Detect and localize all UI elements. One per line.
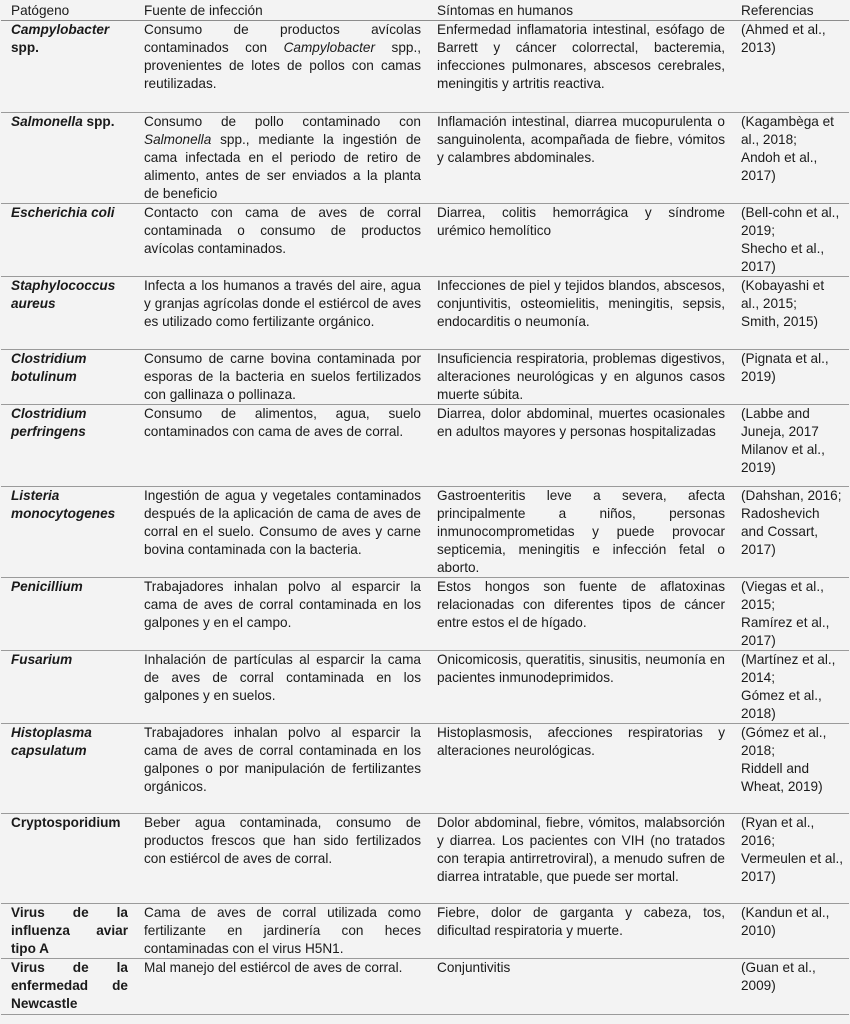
source-text: Inhalación de partículas al esparcir la cama de aves de corral contaminada en los galpones y en suelos. [144,652,421,703]
pathogen-name: Virus de la enfermedad de Newcastle [11,960,128,1011]
cell-source [134,487,427,578]
table-row [1,405,849,487]
source-text: Cama de aves de corral utilizada como fertilizante en jardinería con heces contaminadas con el virus H5N1. [144,905,421,956]
cell-symptoms: Fiebre, dolor de garganta y cabeza, tos, dificultad respiratoria y muerte. [427,904,731,959]
pathogen-table [1,0,849,1015]
table-row [1,113,849,204]
cell-pathogen [1,904,134,959]
cell-references [731,487,849,578]
cell-source [134,113,427,204]
source-text: Consumo de pollo contaminado con [144,114,421,129]
cell-source [134,904,427,959]
cell-source [134,959,427,1015]
cell-symptoms: Infecciones de piel y tejidos blandos, abscesos, conjuntivitis, osteomielitis, meningitis, sepsis, endocarditis o neumonía. [427,277,731,350]
source-text: Mal manejo del estiércol de aves de corral. [144,960,403,975]
reference-text: (Pignata et al., 2019) [741,351,829,384]
pathogen-name: Salmonella [11,114,83,129]
reference-text: (Dahshan, 2016; [741,488,842,503]
cell-pathogen [1,959,134,1015]
cell-pathogen [1,21,134,113]
pathogen-suffix: spp. [11,40,39,55]
cell-source [134,204,427,277]
cell-symptoms: Estos hongos son fuente de aflatoxinas relacionadas con diferentes tipos de cáncer entre estos el de hígado. [427,578,731,651]
cell-symptoms: Diarrea, colitis hemorrágica y síndrome urémico hemolítico [427,204,731,277]
cell-references [731,350,849,405]
cell-pathogen [1,578,134,651]
cell-pathogen [1,405,134,487]
source-text: Beber agua contaminada, consumo de productos frescos que han sido fertilizados con estiércol de aves de corral. [144,815,421,866]
cell-source [134,21,427,113]
cell-source [134,814,427,904]
reference-text: Andoh et al., 2017) [741,150,818,183]
cell-references [731,724,849,814]
cell-symptoms: Inflamación intestinal, diarrea mucopurulenta o sanguinolenta, acompañada de fiebre, vómitos y calambres abdominales. [427,113,731,204]
table-row [1,959,849,1015]
cell-source [134,578,427,651]
cell-symptoms: Diarrea, dolor abdominal, muertes ocasionales en adultos mayores y personas hospitalizadas [427,405,731,487]
header-source: Fuente de infección [134,0,427,21]
table-row [1,578,849,651]
source-text: Trabajadores inhalan polvo al esparcir la cama de aves de corral contaminada en los galpones y en el campo. [144,579,421,630]
reference-text: Milanov et al., 2019) [741,442,825,475]
cell-symptoms: Insuficiencia respiratoria, problemas digestivos, alteraciones neurológicas y en algunos casos muerte súbita. [427,350,731,405]
table-row [1,651,849,724]
cell-source [134,405,427,487]
reference-text: (Kobayashi et al., 2015; [741,278,825,311]
source-text: Consumo de productos avícolas contaminados con [144,22,421,55]
reference-text: (Ahmed et al., 2013) [741,22,826,55]
header-row [1,0,849,21]
source-text: Consumo de alimentos, agua, suelo contaminados con cama de aves de corral. [144,406,421,439]
source-text: Campylobacter [283,40,376,55]
reference-text: (Ryan et al., 2016; [741,815,815,848]
cell-symptoms: Enfermedad inflamatoria intestinal, esófago de Barrett y cáncer colorrectal, bacteremia, infecciones pulmonares, abscesos cerebrales, meningitis y artritis reactiva. [427,21,731,113]
cell-pathogen [1,350,134,405]
source-text: Contacto con cama de aves de corral contaminada o consumo de productos avícolas contaminados. [144,205,421,256]
cell-pathogen [1,113,134,204]
table-row [1,350,849,405]
cell-references [731,405,849,487]
pathogen-name: Histoplasma capsulatum [11,725,92,758]
source-text: spp., provenientes de lotes de pollos con camas reutilizadas. [144,40,422,91]
cell-pathogen [1,487,134,578]
reference-text: (Viegas et al., 2015; [741,579,824,612]
source-text: Ingestión de agua y vegetales contaminados después de la aplicación de cama de aves de corral en el suelo. Consumo de aves y carne bovina contaminada con la bacteria. [144,488,421,557]
reference-text: (Kandun et al., 2010) [741,905,830,938]
pathogen-name: Penicillium [11,579,83,594]
table-row [1,21,849,113]
table-row [1,487,849,578]
reference-text: (Labbe and Juneja, 2017 [741,406,819,439]
cell-symptoms: Dolor abdominal, fiebre, vómitos, malabsorción y diarrea. Los pacientes con VIH (no tratados con terapia antirretroviral), a menudo sufren de diarrea intratable, que puede ser mortal. [427,814,731,904]
table-row [1,814,849,904]
pathogen-name: Staphylococcus aureus [11,278,116,311]
pathogen-name: Campylobacter [11,22,110,37]
reference-text: (Kagambèga et al., 2018; [741,114,834,147]
reference-text: Radoshevich and Cossart, 2017) [741,506,820,557]
cell-pathogen [1,277,134,350]
cell-symptoms: Onicomicosis, queratitis, sinusitis, neumonía en pacientes inmunodeprimidos. [427,651,731,724]
pathogen-name: Virus de la influenza aviar tipo A [11,905,128,956]
reference-text: (Gómez et al., 2018; [741,725,827,758]
reference-text: (Martínez et al., 2014; [741,652,836,685]
cell-references [731,814,849,904]
source-text: Consumo de carne bovina contaminada por esporas de la bacteria en suelos fertilizados con gallinaza o pollinaza. [144,351,421,402]
cell-symptoms: Gastroenteritis leve a severa, afecta principalmente a niños, personas inmunocomprometidas y puede provocar septicemia, meningitis e infección fetal o aborto. [427,487,731,578]
cell-references [731,904,849,959]
source-text: spp., mediante la ingestión de cama infectada en el periodo de retiro de alimento, antes de ser enviados a la planta de beneficio [144,132,421,201]
table-row [1,904,849,959]
header-pathogen: Patógeno [1,0,134,21]
cell-source [134,651,427,724]
reference-text: (Guan et al., 2009) [741,960,816,993]
reference-text: Smith, 2015) [741,314,819,329]
source-text: Salmonella [144,132,212,147]
pathogen-name: Escherichia coli [11,205,115,220]
cell-references [731,204,849,277]
reference-text: (Bell-cohn et al., 2019; [741,205,840,238]
pathogen-name: Cryptosporidium [11,815,121,830]
pathogen-suffix: spp. [82,114,115,129]
cell-pathogen [1,724,134,814]
cell-pathogen [1,814,134,904]
table-row [1,724,849,814]
pathogen-name: Listeria monocytogenes [11,488,116,521]
cell-references [731,113,849,204]
source-text: Trabajadores inhalan polvo al esparcir la cama de aves de corral contaminada en los galpones o por manipulación de fertilizantes orgánicos. [144,725,421,794]
cell-references [731,21,849,113]
table-row [1,277,849,350]
cell-pathogen [1,204,134,277]
cell-references [731,277,849,350]
pathogen-name: Clostridium perfringens [11,406,87,439]
pathogen-name: Clostridium botulinum [11,351,87,384]
cell-references [731,578,849,651]
reference-text: Gómez et al., 2018) [741,688,822,721]
header-symptoms: Síntomas en humanos [427,0,731,21]
cell-source [134,724,427,814]
cell-references [731,651,849,724]
cell-symptoms: Histoplasmosis, afecciones respiratorias y alteraciones neurológicas. [427,724,731,814]
reference-text: Vermeulen et al., 2017) [741,851,844,884]
source-text: Infecta a los humanos a través del aire, agua y granjas agrícolas donde el estiércol de aves es utilizado como fertilizante orgánico. [144,278,421,329]
cell-source [134,277,427,350]
pathogen-name: Fusarium [11,652,73,667]
reference-text: Riddell and Wheat, 2019) [741,761,823,794]
cell-source [134,350,427,405]
cell-pathogen [1,651,134,724]
cell-symptoms: Conjuntivitis [427,959,731,1015]
reference-text: Ramírez et al., 2017) [741,615,830,648]
header-references: Referencias [731,0,849,21]
table-row [1,204,849,277]
cell-references [731,959,849,1015]
reference-text: Shecho et al., 2017) [741,241,825,274]
